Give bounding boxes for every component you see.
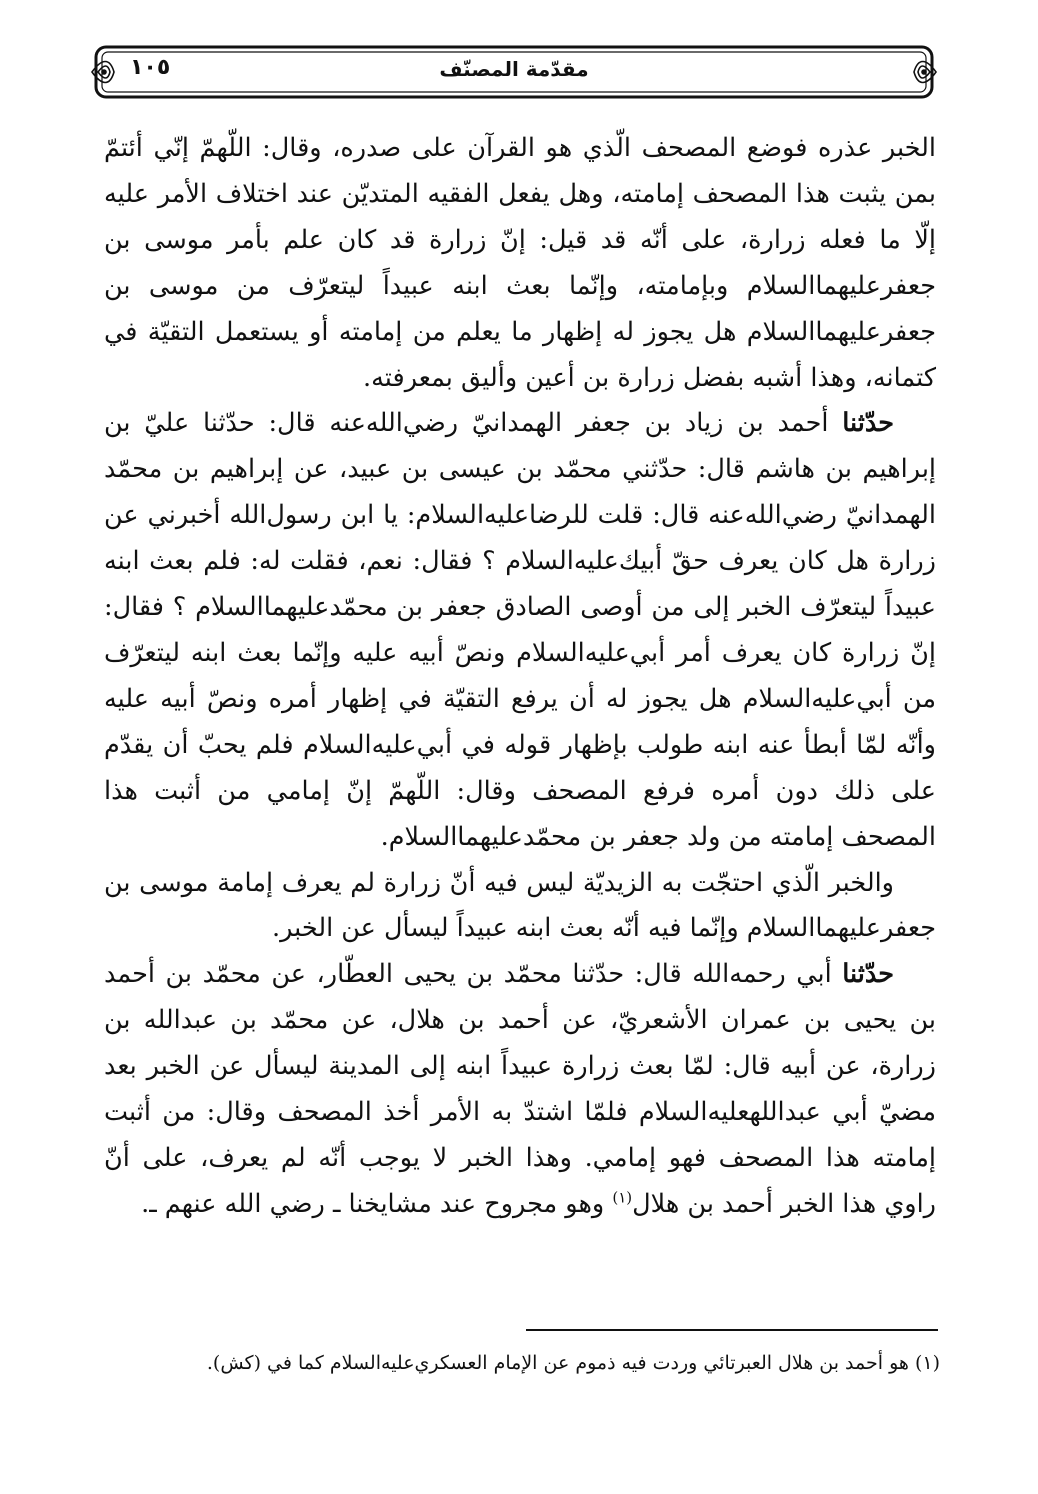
header-title: مقدّمة المصنّف	[439, 57, 589, 81]
paragraph-4-tail: وهو مجروح عند مشايخنا ـ رضي الله عنهم ـ.	[141, 1188, 613, 1219]
running-header	[88, 44, 940, 100]
paragraph-4-text: أبي رحمه‌الله قال: حدّثنا محمّد بن يحيى العطّار، عن محمّد بن أحمد بن يحيى بن عمران الأشعريّ، عن أحمد بن هلال، عن محمّد بن عبدالله بن زرارة، عن أبيه قال: لمّا بعث زرارة عبيداً ابنه إلى المدينة ليسأل عن الخبر بعد مضيّ أبي عبداللهعليه‌السلام فلمّا اشتدّ به الأمر أخذ المصحف وقال: من أثبت إمامته هذا المصحف فهو إمامي. وهذا الخبر لا يوجب أنّه لم يعرف، على أنّ راوي هذا الخبر أحمد بن هلال	[104, 959, 936, 1219]
page-number: ١٠٥	[130, 55, 171, 80]
paragraph-2	[104, 401, 936, 860]
footnote-reference[interactable]: (١)	[612, 1188, 633, 1207]
paragraph-4	[104, 952, 936, 1227]
footnote: (١) هو أحمد بن هلال العبرتائي وردت فيه ذموم عن الإمام العسكري‌عليه‌السلام كما في (كش).	[206, 1352, 940, 1374]
paragraph-1-text: الخبر عذره فوضع المصحف الّذي هو القرآن على صدره، وقال: اللّهمّ إنّي أئتمّ بمن يثبت هذا المصحف إمامته، وهل يفعل الفقيه المتديّن عند اختلاف الأمر عليه إلّا ما فعله زرارة، على أنّه قد قيل: إنّ زرارة قد كان علم بأمر موسى بن جعفرعليهما‌السلام وبإمامته، وإنّما بعث ابنه عبيداً ليتعرّف من موسى بن جعفرعليهما‌السلام هل يجوز له إظهار ما يعلم من إمامته أو يستعمل التقيّة في كتمانه، وهذا أشبه بفضل زرارة بن أعين وأليق بمعرفته.	[104, 133, 936, 393]
paragraph-3	[104, 861, 936, 953]
paragraph-2-lead: حدّثنا	[842, 408, 894, 439]
paragraph-1	[104, 126, 936, 401]
paragraph-3-text: والخبر الّذي احتجّت به الزيديّة ليس فيه أنّ زرارة لم يعرف إمامة موسى بن جعفرعليهما‌السلام وإنّما فيه أنّه بعث ابنه عبيداً ليسأل عن الخبر.	[104, 867, 936, 944]
paragraph-2-text: أحمد بن زياد بن جعفر الهمدانيّ رضي‌الله‌عنه قال: حدّثنا عليّ بن إبراهيم بن هاشم قال: حدّثني محمّد بن عيسى بن عبيد، عن إبراهيم بن محمّد الهمدانيّ رضي‌الله‌عنه قال: قلت للرضاعليه‌السلام: يا ابن رسول‌الله أخبرني عن زرارة هل كان يعرف حقّ أبيك‌عليه‌السلام ؟ فقال: نعم، فقلت له: فلم بعث ابنه عبيداً ليتعرّف الخبر إلى من أوصى الصادق جعفر بن محمّدعليهما‌السلام ؟ فقال: إنّ زرارة كان يعرف أمر أبي‌عليه‌السلام ونصّ أبيه عليه وإنّما بعث ابنه ليتعرّف من أبي‌عليه‌السلام هل يجوز له أن يرفع التقيّة في إظهار أمره ونصّ أبيه عليه وأنّه لمّا أبطأ عنه ابنه طولب بإظهار قوله في أبي‌عليه‌السلام فلم يحبّ أن يقدّم على ذلك دون أمره فرفع المصحف وقال: اللّهمّ إنّ إمامي من أثبت هذا المصحف إمامته من ولد جعفر بن محمّدعليهما‌السلام.	[104, 408, 936, 852]
paragraph-4-lead: حدّثنا	[842, 959, 894, 990]
main-text	[104, 126, 936, 1228]
footnote-divider	[526, 1329, 938, 1331]
